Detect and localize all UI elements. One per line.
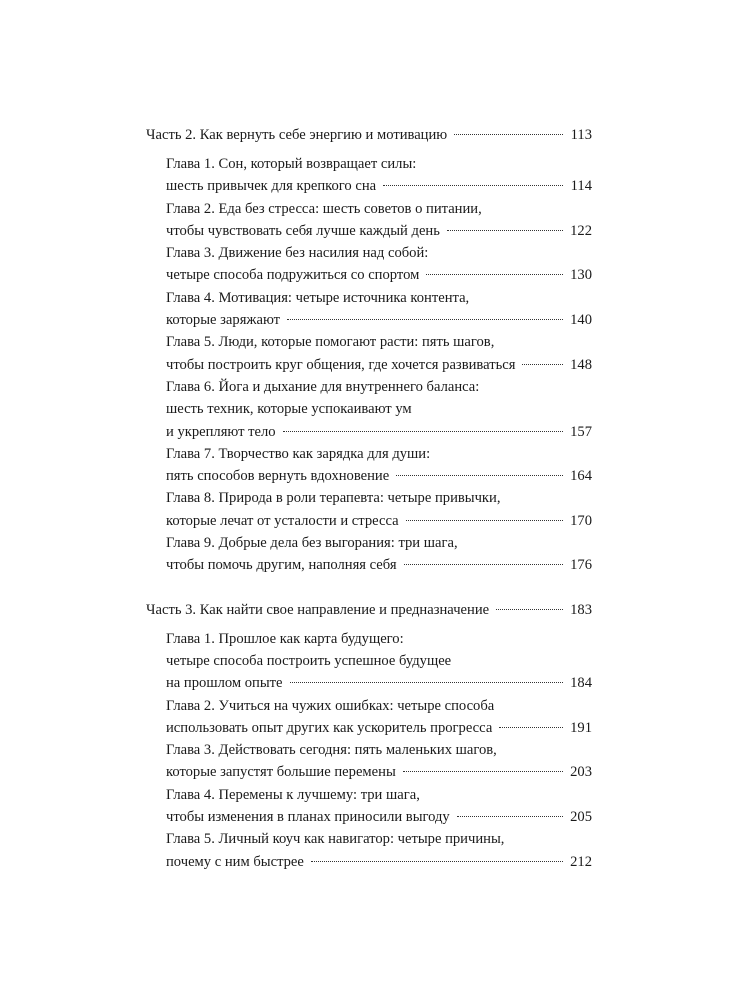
toc-chapter [146, 153, 592, 198]
chapter-text: Глава 1. Сон, который возвращает силы: [166, 156, 417, 172]
chapter-text: Глава 3. Действовать сегодня: пять маленьких шагов, [166, 742, 497, 759]
chapter-text: Глава 2. Учиться на чужих ошибках: четыре способа [166, 697, 495, 714]
chapter-text: чтобы построить круг общения, где хочется развиваться [166, 356, 516, 373]
chapter-text: Глава 4. Перемены к лучшему: три шага, [166, 786, 420, 803]
chapter-line [146, 354, 592, 376]
chapter-line [146, 421, 592, 443]
chapter-line [146, 331, 592, 353]
chapter-line [146, 532, 592, 554]
toc-chapter [146, 532, 592, 577]
chapter-line [146, 739, 592, 761]
toc-chapter [146, 487, 592, 532]
page-number: 122 [570, 222, 592, 239]
dot-leader [454, 134, 563, 135]
chapter-text: Глава 3. Движение без насилия над собой: [166, 245, 429, 262]
chapter-line [146, 717, 592, 739]
chapter-text: Глава 2. Еда без стресса: шесть советов о питании, [166, 200, 482, 217]
page-number: 183 [570, 601, 592, 618]
chapter-line [146, 628, 592, 650]
dot-leader [447, 230, 563, 231]
chapter-line [146, 761, 592, 783]
chapter-text: которые лечат от усталости и стресса [166, 512, 399, 529]
page-number: 130 [570, 267, 592, 284]
chapter-text: Глава 5. Личный коуч как навигатор: четыре причины, [166, 831, 505, 848]
chapter-text: и укрепляют тело [166, 423, 276, 440]
page-number: 191 [570, 719, 592, 736]
toc-chapter [146, 242, 592, 287]
chapter-line [146, 851, 592, 873]
chapter-text: чтобы чувствовать себя лучше каждый день [166, 222, 440, 239]
chapter-line [146, 828, 592, 850]
chapter-text: использовать опыт других как ускоритель прогресса [166, 719, 493, 736]
chapter-text: чтобы помочь другим, наполняя себя [166, 557, 397, 574]
chapter-text: четыре способа подружиться со спортом [166, 267, 420, 284]
dot-leader [290, 682, 563, 683]
toc-part [146, 124, 592, 577]
chapter-text: Глава 9. Добрые дела без выгорания: три шага, [166, 535, 458, 552]
page-number: 113 [570, 127, 592, 143]
chapter-text: Глава 7. Творчество как зарядка для души: [166, 445, 431, 462]
page-number: 148 [570, 356, 592, 373]
dot-leader [383, 185, 563, 186]
toc-chapter [146, 628, 592, 695]
part-title-line [146, 124, 592, 147]
chapter-line [146, 465, 592, 487]
page-number: 170 [570, 512, 592, 529]
toc-chapter [146, 198, 592, 243]
chapter-text: Глава 4. Мотивация: четыре источника контента, [166, 289, 470, 306]
chapter-text: Глава 8. Природа в роли терапевта: четыре привычки, [166, 490, 501, 507]
chapter-line [146, 672, 592, 694]
chapter-text: шесть привычек для крепкого сна [166, 178, 377, 195]
chapter-text: Глава 6. Йога и дыхание для внутреннего баланса: [166, 378, 480, 395]
chapter-text: на прошлом опыте [166, 675, 283, 692]
chapter-text: пять способов вернуть вдохновение [166, 468, 390, 485]
chapter-line [146, 784, 592, 806]
page-number: 203 [570, 764, 592, 781]
dot-leader [403, 771, 563, 772]
chapter-text: которые запустят большие перемены [166, 764, 396, 781]
toc-chapter [146, 739, 592, 784]
dot-leader [287, 319, 563, 320]
chapter-line [146, 650, 592, 672]
table-of-contents [146, 124, 592, 879]
dot-leader [396, 475, 563, 476]
chapter-line [146, 695, 592, 717]
chapter-line [146, 153, 592, 175]
dot-leader [426, 274, 563, 275]
toc-chapter [146, 287, 592, 332]
chapter-line [146, 806, 592, 828]
chapter-text: почему с ним быстрее [166, 853, 304, 870]
dot-leader [311, 861, 563, 862]
chapter-line [146, 309, 592, 331]
page-number: 212 [570, 853, 592, 870]
chapter-line [146, 487, 592, 509]
page-number: 176 [570, 557, 592, 574]
chapter-line [146, 510, 592, 532]
chapter-line [146, 554, 592, 576]
chapter-text: чтобы изменения в планах приносили выгоду [166, 809, 450, 826]
part-title: Часть 2. Как вернуть себе энергию и мотивацию [146, 127, 448, 143]
dot-leader [496, 609, 563, 610]
chapter-text: четыре способа построить успешное будущее [166, 652, 452, 669]
toc-chapter [146, 331, 592, 376]
dot-leader [522, 364, 563, 365]
toc-chapter [146, 784, 592, 829]
part-title: Часть 3. Как найти свое направление и предназначение [146, 601, 490, 618]
page-number: 157 [570, 423, 592, 440]
part-title-line [146, 599, 592, 622]
chapter-text: шесть техник, которые успокаивают ум [166, 401, 412, 418]
page-number: 205 [570, 809, 592, 826]
dot-leader [499, 727, 563, 728]
chapter-line [146, 264, 592, 286]
chapter-line [146, 443, 592, 465]
chapter-text: которые заряжают [166, 312, 281, 329]
chapter-line [146, 198, 592, 220]
dot-leader [404, 564, 563, 565]
page-number: 184 [570, 675, 592, 692]
dot-leader [457, 816, 563, 817]
chapter-line [146, 220, 592, 242]
chapter-text: Глава 1. Прошлое как карта будущего: [166, 630, 404, 647]
chapter-line [146, 175, 592, 197]
dot-leader [283, 431, 563, 432]
page-number: 114 [570, 178, 592, 195]
page-number: 140 [570, 312, 592, 329]
page-number: 164 [570, 468, 592, 485]
dot-leader [406, 520, 563, 521]
toc-chapter [146, 443, 592, 488]
chapter-line [146, 287, 592, 309]
chapter-line [146, 242, 592, 264]
toc-part [146, 599, 592, 873]
toc-chapter [146, 695, 592, 740]
chapter-line [146, 398, 592, 420]
chapter-line [146, 376, 592, 398]
chapter-text: Глава 5. Люди, которые помогают расти: пять шагов, [166, 334, 495, 351]
toc-chapter [146, 376, 592, 443]
toc-chapter [146, 828, 592, 873]
